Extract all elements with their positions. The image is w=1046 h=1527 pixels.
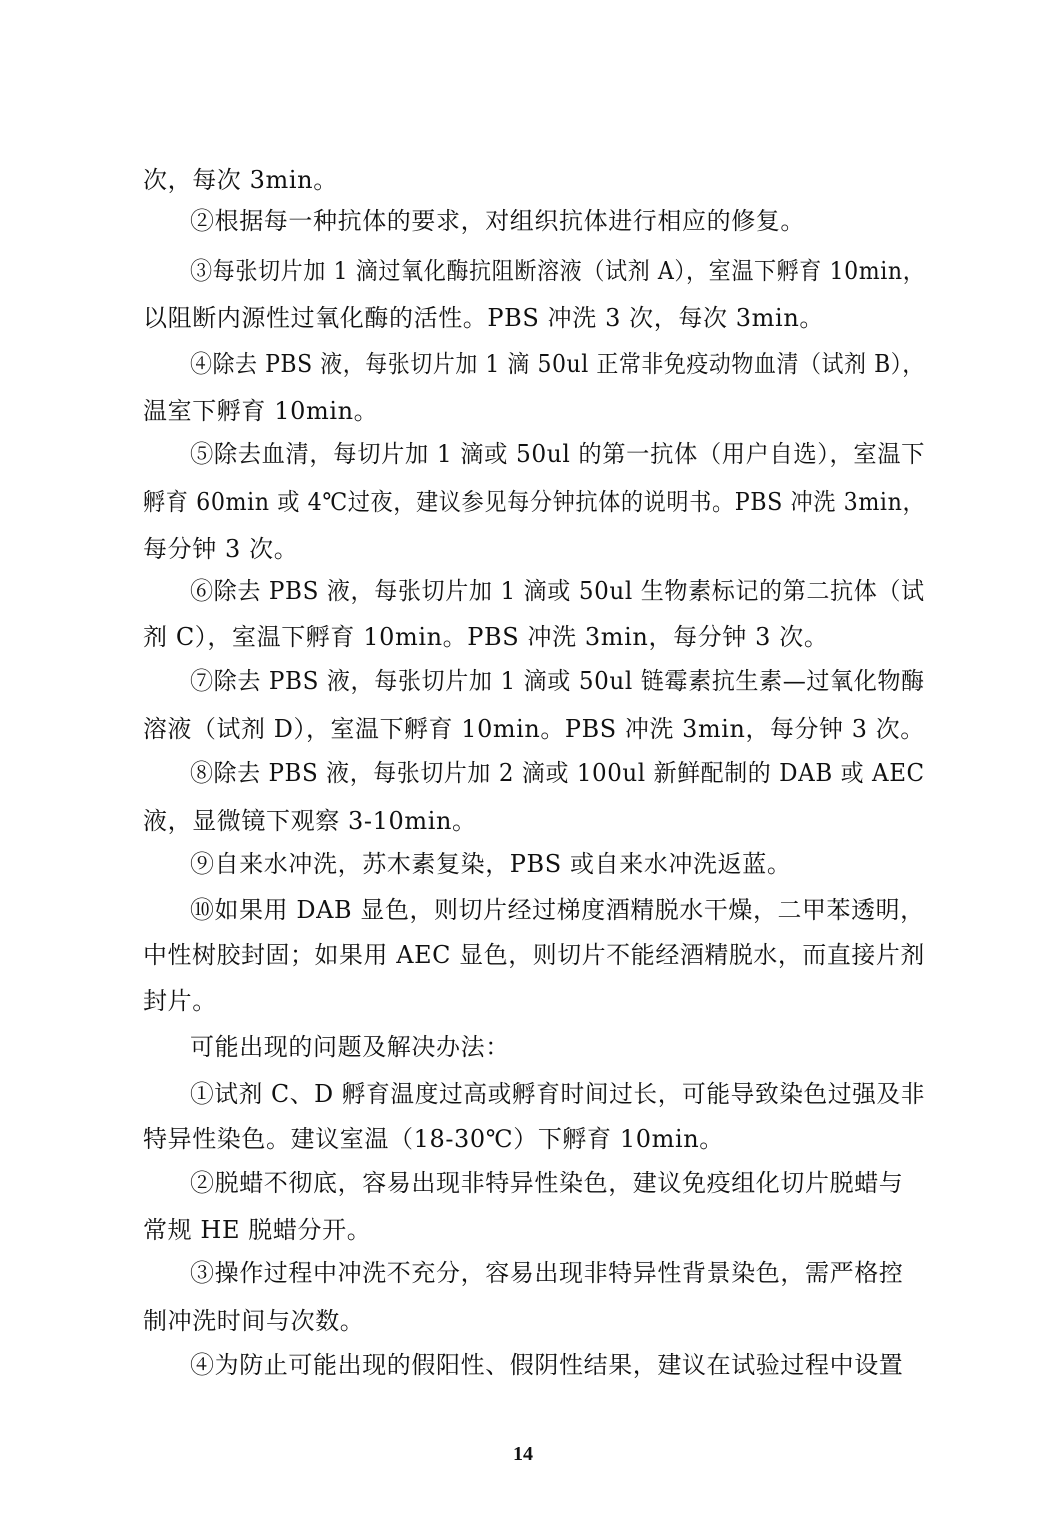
text-line: ②根据每一种抗体的要求，对组织抗体进行相应的修复。 (190, 207, 805, 235)
text-line: ②脱蜡不彻底，容易出现非特异性染色，建议免疫组化切片脱蜡与 (190, 1169, 904, 1197)
text-line: ⑧除去 PBS 液，每张切片加 2 滴或 100ul 新鲜配制的 DAB 或 AEC (190, 759, 925, 787)
text-line: 次，每次 3min。 (143, 166, 338, 194)
text-line: ⑨自来水冲洗，苏木素复染，PBS 或自来水冲洗返蓝。 (190, 850, 792, 878)
text-line: ④为防止可能出现的假阳性、假阴性结果，建议在试验过程中设置 (190, 1351, 904, 1379)
text-line: 每分钟 3 次。 (143, 535, 299, 563)
text-line: 液，显微镜下观察 3-10min。 (143, 807, 477, 835)
text-line: 温室下孵育 10min。 (143, 397, 379, 425)
text-line: 制冲洗时间与次数。 (143, 1307, 365, 1335)
text-line: 溶液（试剂 D），室温下孵育 10min。PBS 冲洗 3min，每分钟 3 次。 (143, 715, 925, 743)
text-line: ③操作过程中冲洗不充分，容易出现非特异性背景染色，需严格控 (190, 1259, 904, 1287)
text-line: 以阻断内源性过氧化酶的活性。PBS 冲洗 3 次，每次 3min。 (143, 304, 824, 332)
text-line: ③每张切片加 1 滴过氧化酶抗阻断溶液（试剂 A），室温下孵育 10min， (190, 257, 926, 285)
text-line: 孵育 60min 或 4℃过夜，建议参见每分钟抗体的说明书。PBS 冲洗 3min， (143, 488, 926, 516)
text-line: 常规 HE 脱蜡分开。 (143, 1216, 372, 1244)
section-heading: 可能出现的问题及解决办法： (190, 1033, 510, 1061)
page-number: 14 (513, 1443, 533, 1465)
text-line: ⑩如果用 DAB 显色，则切片经过梯度酒精脱水干燥，二甲苯透明， (190, 896, 925, 924)
text-line: ⑥除去 PBS 液，每张切片加 1 滴或 50ul 生物素标记的第二抗体（试 (190, 577, 925, 605)
text-line: 封片。 (143, 987, 217, 1015)
text-line: 特异性染色。建议室温（18-30℃）下孵育 10min。 (143, 1125, 724, 1153)
text-line: ⑤除去血清，每切片加 1 滴或 50ul 的第一抗体（用户自选），室温下 (190, 440, 926, 468)
text-line: ①试剂 C、D 孵育温度过高或孵育时间过长，可能导致染色过强及非 (190, 1080, 926, 1108)
text-line: 剂 C），室温下孵育 10min。PBS 冲洗 3min，每分钟 3 次。 (143, 623, 829, 651)
text-line: 中性树胶封固；如果用 AEC 显色，则切片不能经酒精脱水，而直接片剂 (143, 941, 925, 969)
text-line: ④除去 PBS 液，每张切片加 1 滴 50ul 正常非免疫动物血清（试剂 B）， (190, 350, 925, 378)
text-line: ⑦除去 PBS 液，每张切片加 1 滴或 50ul 链霉素抗生素—过氧化物酶 (190, 667, 925, 695)
